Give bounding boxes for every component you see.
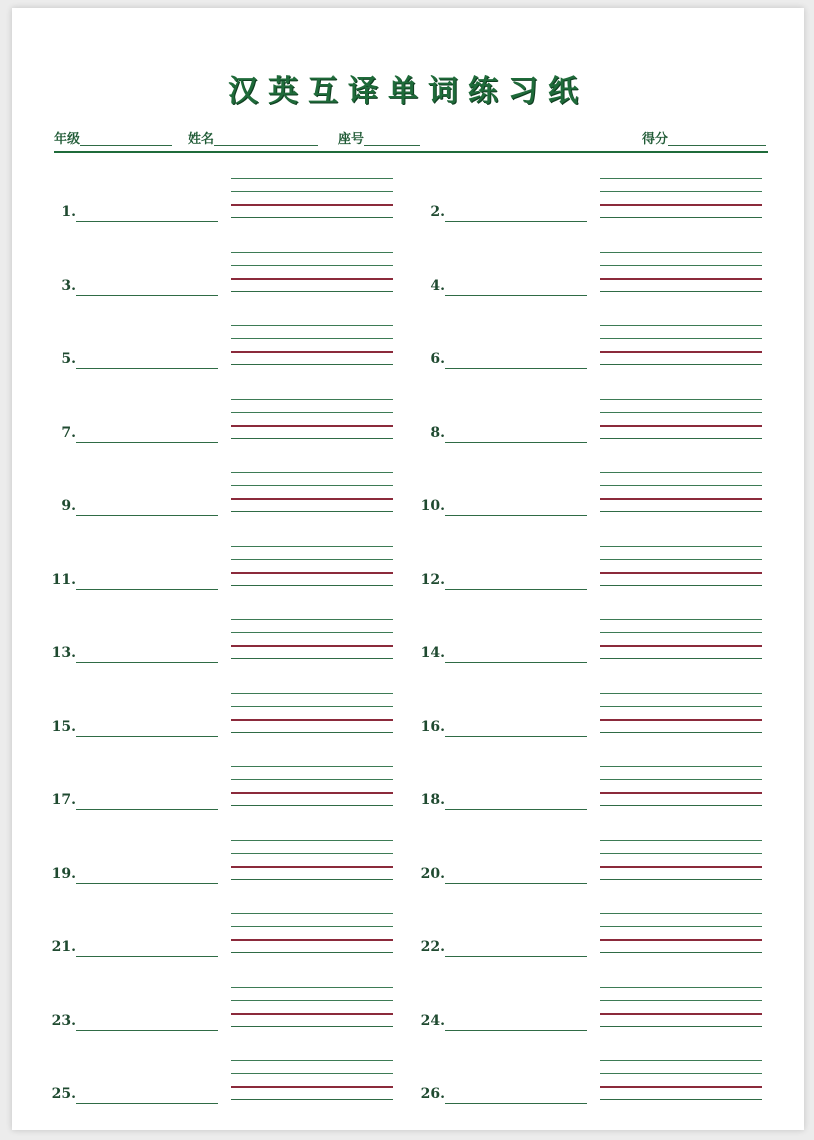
english-guide-line	[231, 438, 393, 439]
english-guide-line	[600, 204, 762, 206]
english-guide-line	[600, 693, 762, 694]
chinese-answer-line[interactable]	[76, 883, 218, 884]
english-guide-line	[231, 278, 393, 280]
english-guide-line	[600, 619, 762, 620]
english-guide-line	[600, 1060, 762, 1061]
english-four-line-grid[interactable]	[600, 1060, 762, 1102]
entry-number: 4.	[430, 277, 445, 294]
english-four-line-grid[interactable]	[231, 913, 393, 955]
english-guide-line	[600, 338, 762, 339]
english-guide-line	[600, 853, 762, 854]
english-guide-line	[600, 1073, 762, 1074]
english-guide-line	[600, 706, 762, 707]
english-guide-line	[231, 364, 393, 365]
english-four-line-grid[interactable]	[600, 693, 762, 735]
english-four-line-grid[interactable]	[600, 399, 762, 441]
practice-entry	[50, 766, 394, 810]
english-guide-line	[600, 265, 762, 266]
score-label: 得分	[642, 132, 669, 147]
practice-entry	[419, 1060, 763, 1104]
practice-entry	[50, 840, 394, 884]
english-guide-line	[231, 325, 393, 326]
chinese-answer-line[interactable]	[445, 883, 587, 884]
english-guide-line	[600, 840, 762, 841]
practice-entry	[50, 693, 394, 737]
english-four-line-grid[interactable]	[600, 987, 762, 1029]
english-four-line-grid[interactable]	[600, 252, 762, 294]
chinese-answer-line[interactable]	[445, 1103, 587, 1104]
chinese-answer-line[interactable]	[76, 295, 218, 296]
chinese-answer-line[interactable]	[76, 442, 218, 443]
practice-entry	[50, 1060, 394, 1104]
english-guide-line	[600, 412, 762, 413]
english-guide-line	[600, 351, 762, 353]
english-guide-line	[231, 399, 393, 400]
student-info-row	[54, 132, 768, 152]
english-guide-line	[231, 191, 393, 192]
english-guide-line	[231, 204, 393, 206]
chinese-answer-line[interactable]	[76, 589, 218, 590]
english-guide-line	[600, 511, 762, 512]
practice-entry	[50, 472, 394, 516]
english-guide-line	[231, 866, 393, 868]
english-guide-line	[600, 252, 762, 253]
entry-number: 6.	[430, 351, 445, 367]
entry-number: 25.	[51, 1086, 76, 1102]
english-guide-line	[600, 779, 762, 780]
grade-blank[interactable]	[80, 144, 172, 146]
chinese-answer-line[interactable]	[445, 736, 587, 737]
english-guide-line	[231, 291, 393, 292]
english-guide-line	[600, 425, 762, 427]
english-guide-line	[600, 792, 762, 794]
entry-number: 1.	[61, 204, 76, 220]
name-label: 姓名	[188, 132, 215, 147]
english-guide-line	[231, 879, 393, 880]
page-title: 汉英互译单词练习纸	[228, 74, 588, 109]
chinese-answer-line[interactable]	[445, 221, 587, 222]
seat-blank[interactable]	[364, 144, 420, 146]
english-guide-line	[231, 1099, 393, 1100]
english-guide-line	[600, 1013, 762, 1015]
chinese-answer-line[interactable]	[445, 956, 587, 957]
english-four-line-grid[interactable]	[231, 1060, 393, 1102]
entry-number: 15.	[51, 718, 76, 735]
entry-number: 2.	[430, 204, 445, 220]
english-guide-line	[231, 485, 393, 486]
english-guide-line	[600, 438, 762, 439]
english-guide-line	[600, 645, 762, 647]
english-guide-line	[231, 252, 393, 253]
chinese-answer-line[interactable]	[76, 956, 218, 957]
chinese-answer-line[interactable]	[76, 1103, 218, 1104]
english-guide-line	[600, 766, 762, 767]
chinese-answer-line[interactable]	[445, 1030, 587, 1031]
chinese-answer-line[interactable]	[445, 809, 587, 810]
english-guide-line	[231, 1026, 393, 1027]
chinese-answer-line[interactable]	[76, 368, 218, 369]
practice-entry	[419, 987, 763, 1031]
english-four-line-grid[interactable]	[231, 766, 393, 808]
entry-number: 11.	[51, 571, 76, 588]
english-guide-line	[231, 779, 393, 780]
practice-entry	[419, 472, 763, 516]
english-four-line-grid[interactable]	[231, 252, 393, 294]
english-four-line-grid[interactable]	[600, 840, 762, 882]
practice-entry	[419, 178, 763, 222]
chinese-answer-line[interactable]	[76, 662, 218, 663]
entry-number: 16.	[420, 718, 445, 735]
english-four-line-grid[interactable]	[600, 325, 762, 367]
english-guide-line	[231, 693, 393, 694]
practice-entry	[419, 325, 763, 369]
english-guide-line	[231, 178, 393, 179]
chinese-answer-line[interactable]	[445, 589, 587, 590]
english-guide-line	[231, 719, 393, 721]
english-guide-line	[231, 559, 393, 560]
entry-number: 8.	[430, 424, 445, 441]
english-guide-line	[231, 766, 393, 767]
english-guide-line	[231, 805, 393, 806]
entry-number: 22.	[420, 939, 445, 955]
english-guide-line	[231, 792, 393, 794]
english-guide-line	[231, 1073, 393, 1074]
chinese-answer-line[interactable]	[76, 736, 218, 737]
english-guide-line	[231, 472, 393, 473]
english-guide-line	[600, 632, 762, 633]
chinese-answer-line[interactable]	[76, 515, 218, 516]
seat-label: 座号	[338, 132, 365, 147]
english-guide-line	[600, 291, 762, 292]
english-guide-line	[600, 879, 762, 880]
entry-number: 23.	[51, 1012, 76, 1029]
english-guide-line	[600, 1086, 762, 1088]
english-guide-line	[600, 399, 762, 400]
practice-entry	[419, 619, 763, 663]
chinese-answer-line[interactable]	[76, 221, 218, 222]
english-four-line-grid[interactable]	[600, 472, 762, 514]
entry-number: 3.	[61, 277, 76, 294]
entry-number: 13.	[51, 645, 76, 661]
english-guide-line	[231, 645, 393, 647]
chinese-answer-line[interactable]	[76, 809, 218, 810]
entry-number: 26.	[420, 1086, 445, 1102]
english-guide-line	[231, 913, 393, 914]
english-guide-line	[231, 546, 393, 547]
english-guide-line	[600, 278, 762, 280]
english-four-line-grid[interactable]	[231, 840, 393, 882]
english-guide-line	[600, 178, 762, 179]
english-four-line-grid[interactable]	[231, 178, 393, 220]
english-four-line-grid[interactable]	[231, 472, 393, 514]
english-guide-line	[600, 217, 762, 218]
chinese-answer-line[interactable]	[445, 662, 587, 663]
english-guide-line	[600, 658, 762, 659]
english-guide-line	[231, 1013, 393, 1015]
english-four-line-grid[interactable]	[231, 987, 393, 1029]
name-field	[188, 132, 318, 148]
english-guide-line	[600, 472, 762, 473]
english-guide-line	[231, 632, 393, 633]
entry-number: 10.	[420, 498, 445, 514]
english-guide-line	[231, 265, 393, 266]
english-guide-line	[231, 939, 393, 941]
practice-entry	[419, 913, 763, 957]
entry-number: 17.	[51, 792, 76, 808]
english-guide-line	[600, 866, 762, 868]
practice-entry	[50, 546, 394, 590]
practice-entry	[50, 178, 394, 222]
english-four-line-grid[interactable]	[231, 546, 393, 588]
english-guide-line	[600, 498, 762, 500]
english-four-line-grid[interactable]	[231, 399, 393, 441]
english-guide-line	[231, 1086, 393, 1088]
entry-number: 18.	[420, 792, 445, 808]
english-guide-line	[231, 498, 393, 500]
practice-entry	[419, 766, 763, 810]
english-guide-line	[231, 511, 393, 512]
english-guide-line	[231, 217, 393, 218]
grade-field	[54, 132, 172, 148]
practice-entry	[50, 987, 394, 1031]
english-guide-line	[600, 926, 762, 927]
english-guide-line	[231, 952, 393, 953]
chinese-answer-line[interactable]	[76, 1030, 218, 1031]
entry-number: 24.	[420, 1012, 445, 1029]
english-guide-line	[231, 572, 393, 574]
entry-number: 19.	[51, 865, 76, 882]
english-guide-line	[231, 732, 393, 733]
header-divider	[54, 151, 768, 153]
english-four-line-grid[interactable]	[600, 619, 762, 661]
english-guide-line	[600, 546, 762, 547]
practice-entry	[419, 252, 763, 296]
english-guide-line	[600, 364, 762, 365]
english-guide-line	[231, 926, 393, 927]
english-guide-line	[600, 732, 762, 733]
english-four-line-grid[interactable]	[600, 766, 762, 808]
name-blank[interactable]	[214, 144, 318, 146]
english-guide-line	[600, 719, 762, 721]
english-guide-line	[600, 585, 762, 586]
chinese-answer-line[interactable]	[445, 442, 587, 443]
english-guide-line	[231, 619, 393, 620]
entry-number: 20.	[420, 865, 445, 882]
english-guide-line	[600, 939, 762, 941]
practice-entry	[50, 399, 394, 443]
english-guide-line	[231, 1000, 393, 1001]
entry-number: 5.	[61, 351, 76, 367]
entry-number: 9.	[61, 498, 76, 514]
english-guide-line	[231, 706, 393, 707]
practice-entry	[419, 693, 763, 737]
english-guide-line	[231, 853, 393, 854]
score-field	[642, 132, 766, 148]
english-guide-line	[600, 325, 762, 326]
english-guide-line	[231, 658, 393, 659]
practice-entry	[419, 399, 763, 443]
practice-entry	[50, 252, 394, 296]
seat-field	[338, 132, 420, 148]
english-guide-line	[600, 987, 762, 988]
entry-number: 7.	[61, 424, 76, 441]
english-guide-line	[231, 412, 393, 413]
english-guide-line	[600, 952, 762, 953]
chinese-answer-line[interactable]	[445, 368, 587, 369]
practice-entry	[50, 325, 394, 369]
english-guide-line	[600, 1026, 762, 1027]
english-four-line-grid[interactable]	[600, 546, 762, 588]
english-guide-line	[600, 559, 762, 560]
english-guide-line	[600, 913, 762, 914]
english-guide-line	[231, 425, 393, 427]
english-four-line-grid[interactable]	[600, 178, 762, 220]
english-guide-line	[600, 485, 762, 486]
english-guide-line	[231, 1060, 393, 1061]
english-guide-line	[231, 585, 393, 586]
chinese-answer-line[interactable]	[445, 295, 587, 296]
english-four-line-grid[interactable]	[231, 619, 393, 661]
english-guide-line	[600, 1099, 762, 1100]
english-guide-line	[231, 987, 393, 988]
worksheet-page	[12, 8, 804, 1130]
english-guide-line	[231, 338, 393, 339]
grade-label: 年级	[54, 132, 81, 147]
english-guide-line	[600, 805, 762, 806]
english-guide-line	[600, 572, 762, 574]
english-guide-line	[231, 840, 393, 841]
chinese-answer-line[interactable]	[445, 515, 587, 516]
practice-entry	[419, 840, 763, 884]
practice-entry	[50, 913, 394, 957]
english-guide-line	[231, 351, 393, 353]
practice-entry	[50, 619, 394, 663]
score-blank[interactable]	[668, 144, 766, 146]
entry-number: 21.	[51, 939, 76, 955]
practice-entry	[419, 546, 763, 590]
english-four-line-grid[interactable]	[231, 693, 393, 735]
entry-number: 14.	[420, 645, 445, 661]
english-guide-line	[600, 191, 762, 192]
entry-number: 12.	[420, 571, 445, 588]
english-guide-line	[600, 1000, 762, 1001]
english-four-line-grid[interactable]	[600, 913, 762, 955]
english-four-line-grid[interactable]	[231, 325, 393, 367]
